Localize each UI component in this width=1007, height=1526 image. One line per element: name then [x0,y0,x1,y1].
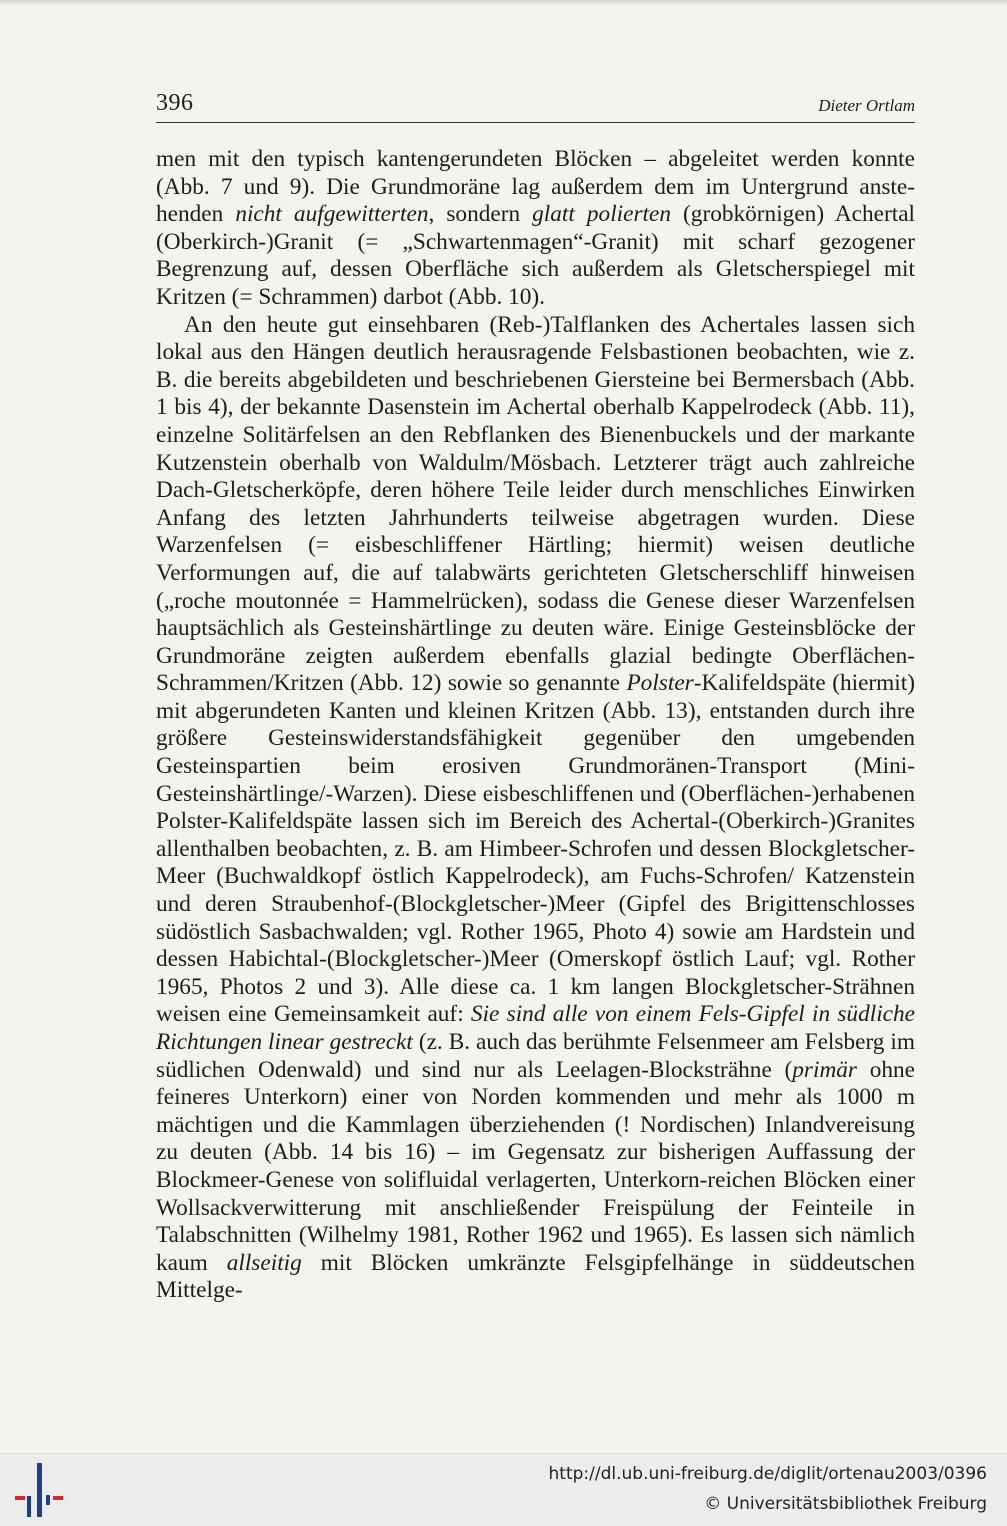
text-run: mit Blöcken umkränzte Felsgipfelhänge in süddeutschen Mittelge- [156,1249,915,1304]
text-run: An den heute gut einsehbaren (Reb-)Talflanken des Achertales lassen sich lokal aus den Hängen deutlich herausragende Felsbastionen beobachten, wie z. B. die bereits abgebildeten und beschriebenen Giersteine bei Bermersbach (Abb. 1 bis 4), der bekannte Dasenstein im Achertal oberhalb Kappelrodeck (Abb. 11), einzelne Solitärfelsen an den Rebflanken des Bienenbuckels und der markante Kutzenstein oberhalb von Waldulm/Mösbach. Letzterer trägt auch zahlreiche Dach-Gletscherköpfe, deren höhere Teile leider durch menschliches Einwirken Anfang des letzten Jahrhunderts teilweise abgetragen wurden. Diese Warzenfelsen (= eisbeschliffener Härtling; hiermit) weisen deutliche Verformungen auf, die auf talabwärts gerichteten Gletscherschliff hinweisen („roche moutonnée = Hammelrücken), sodass die Genese dieser Warzenfelsen hauptsächlich als Gesteinshärtlinge zu deuten wäre. Einige Gesteinsblöcke der Grundmoräne zeigten außerdem ebenfalls glazial bedingte Oberflächen-Schrammen/Kritzen (Abb. 12) sowie so genannte [156,311,915,697]
running-head-author: Dieter Ortlam [818,96,915,115]
footer-copyright: © Universitätsbibliothek Freiburg [704,1494,987,1514]
page-header [156,88,915,123]
ub-freiburg-logo-icon [12,1463,64,1517]
text-run: men mit den typisch kantengerundeten Blöcken – abgeleitet werden konnte (Abb. 7 und 9). Die Grundmoräne lag außerdem dem im Untergrund anstehenden [156,146,915,228]
italic-run: allseitig [226,1249,302,1276]
italic-run: glatt polierten [532,201,672,228]
page-number: 396 [156,90,194,116]
italic-run: Polster [626,670,694,697]
text-run: , sondern [428,201,533,228]
text-run: ohne feineres Unterkorn) einer von Norden kommenden und mehr als 1000 m mächtigen und die Kammlagen überziehenden (! Nordischen) Inlandvereisung zu deuten (Abb. 14 bis 16) – im Gegensatz zur bisherigen Auffassung der Blockmeer-Genese von solifluidal verlagerten, Unterkorn-reichen Blöcken einer Wollsackverwitterung mit anschließender Freispülung der Feinteile in Talabschnitten (Wilhelmy 1981, Rother 1962 und 1965). Es lassen sich nämlich kaum [156,1056,915,1276]
body-text [156,146,915,1305]
paragraph [156,146,915,312]
italic-run: Sie sind alle von einem Fels-Gipfel in südliche Richtungen linear gestreckt [156,1001,916,1055]
text-run: -Kalifeldspäte (hiermit) mit abgerundeten Kanten und kleinen Kritzen (Abb. 13), entstanden durch ihre größere Gesteinswiderstandsfähigkeit gegenüber den umgebenden Gesteinspartien beim erosiven Grundmoränen-Transport (Mini-Gesteinshärtlinge/-Warzen). Diese eisbeschliffenen und (Oberflächen-)erhabenen Polster-Kalifeldspäte lassen sich im Bereich des Achertal-(Oberkirch-)Granites allenthalben beobachten, z. B. am Himbeer-Schrofen und dessen Blockgletscher-Meer (Buchwaldkopf östlich Kappelrodeck), am Fuchs-Schrofen/ Katzenstein und deren Straubenhof-(Blockgletscher-)Meer (Gipfel des Brigittenschlosses südöstlich Sasbachwalden; vgl. Rother 1965, Photo 4) sowie am Hardstein und dessen Habichtal-(Blockgletscher-)Meer (Omerskopf östlich Lauf; vgl. Rother 1965, Photos 2 und 3). Alle diese ca. 1 km langen Blockgletscher-Strähnen weisen eine Gemeinsamkeit auf: [156,670,915,1028]
scan-top-edge [0,0,1007,6]
footer-bar [0,1453,1007,1526]
text-run: (grobkörnigen) Achertal (Oberkirch-)Granit (= „Schwartenmagen“-Granit) mit scharf gezogener Begrenzung auf, dessen Oberfläche sich außerdem als Gletscherspiegel mit Kritzen (= Schrammen) darbot (Abb. 10). [156,201,916,310]
paragraph [156,312,915,1305]
text-run: (z. B. auch das berühmte Felsenmeer am Felsberg im südlichen Odenwald) und sind nur als Leelagen-Blocksträhne ( [156,1029,915,1083]
italic-run: primär [792,1056,857,1083]
footer-url[interactable]: http://dl.ub.uni-freiburg.de/diglit/ortenau2003/0396 [548,1464,987,1484]
italic-run: nicht aufgewitterten [235,201,429,228]
